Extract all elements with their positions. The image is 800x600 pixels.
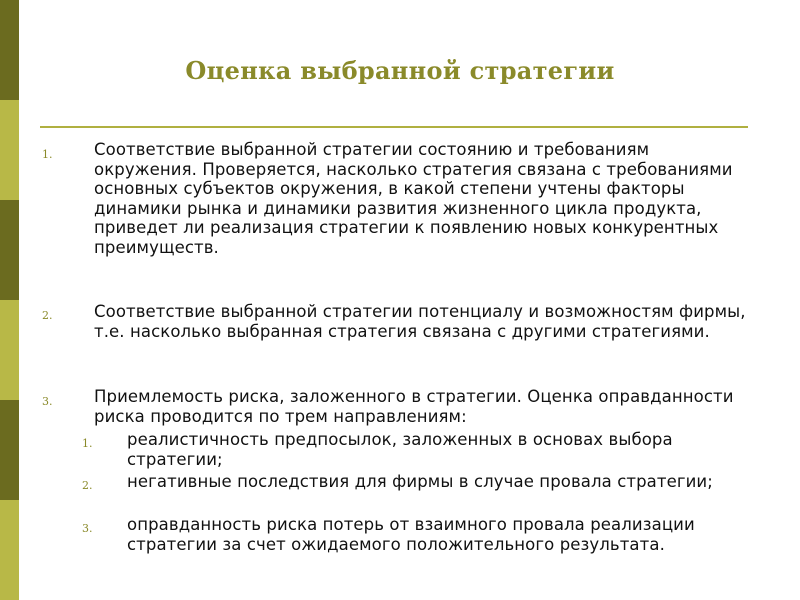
sublist-item-text: реалистичность предпосылок, заложенных в основах выбора стратегии; bbox=[127, 430, 673, 469]
title-divider bbox=[40, 126, 748, 128]
sublist-item-number: 2. bbox=[82, 479, 93, 492]
list-item-text: Соответствие выбранной стратегии потенциалу и возможностям фирмы, т.е. насколько выбранная стратегия связана с другими стратегиями. bbox=[94, 302, 746, 341]
sidebar-segment bbox=[0, 300, 19, 400]
sidebar-decoration bbox=[0, 0, 19, 600]
list-item-number: 1. bbox=[42, 148, 53, 161]
list-item-text: Соответствие выбранной стратегии состоянию и требованиям окружения. Проверяется, насколько стратегия связана с требованиями основных субъектов окружения, в какой степени учтены факторы динамики рынка и динамики развития жизненного цикла продукта, приведет ли реализация стратегии к появлению новых конкурентных преимуществ. bbox=[94, 140, 733, 257]
list-item-text: Приемлемость риска, заложенного в стратегии. Оценка оправданности риска проводится по трем направлениям: bbox=[94, 387, 734, 426]
sidebar-segment bbox=[0, 400, 19, 500]
sidebar-segment bbox=[0, 0, 19, 100]
sidebar-segment bbox=[0, 100, 19, 200]
sublist-item-number: 3. bbox=[82, 522, 93, 535]
sublist-item-number: 1. bbox=[82, 437, 93, 450]
list-item-number: 3. bbox=[42, 395, 53, 408]
sublist-item-text: негативные последствия для фирмы в случае провала стратегии; bbox=[127, 472, 713, 491]
list-item-number: 2. bbox=[42, 309, 53, 322]
sidebar-segment bbox=[0, 500, 19, 600]
sublist-item-text: оправданность риска потерь от взаимного провала реализации стратегии за счет ожидаемого положительного результата. bbox=[127, 515, 695, 554]
sidebar-segment bbox=[0, 200, 19, 300]
slide-title: Оценка выбранной стратегии bbox=[185, 56, 615, 85]
